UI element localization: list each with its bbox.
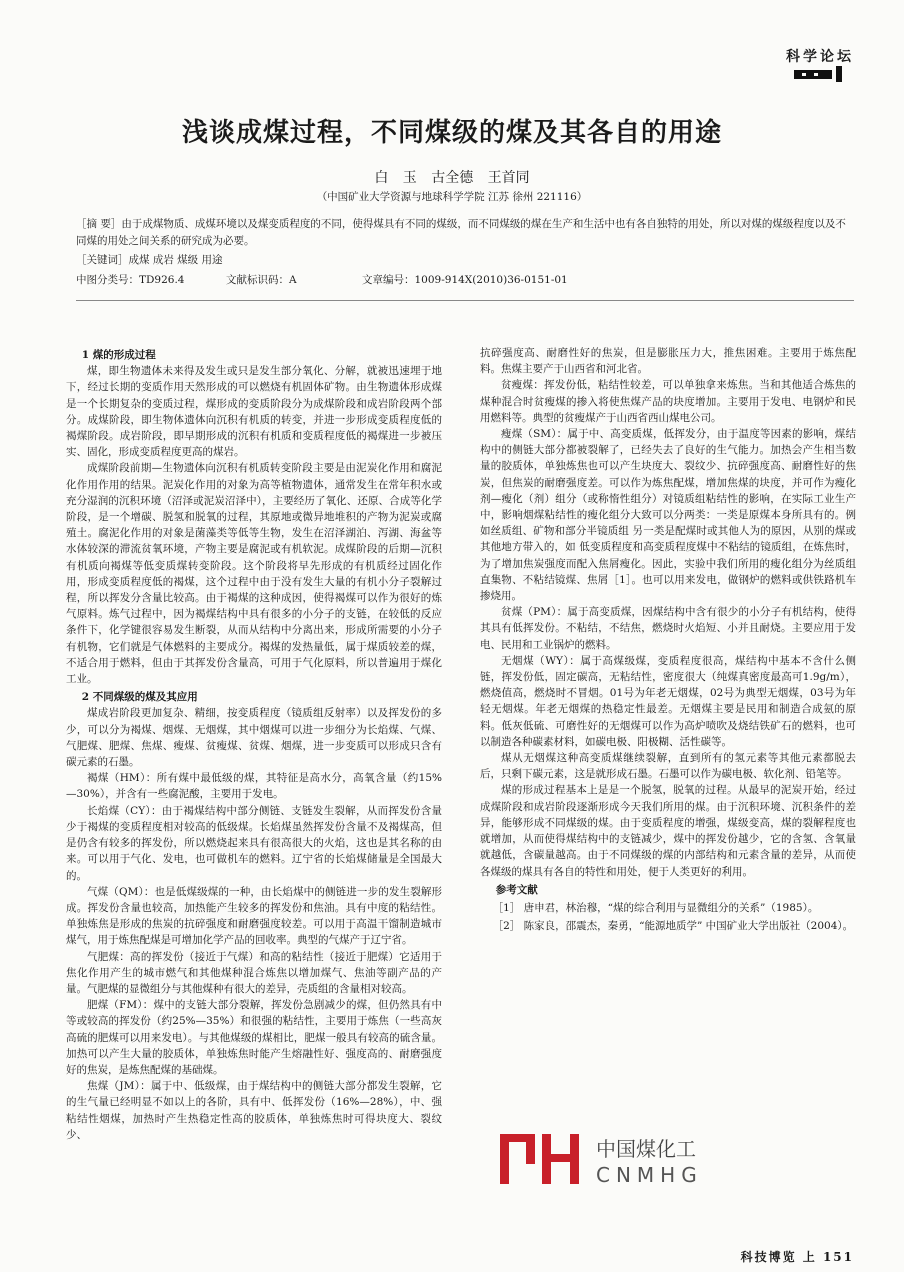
paragraph: 褐煤（HM）：所有煤中最低级的煤，其特征是高水分，高氧含量（约15% —30%），并含有一些腐泥酸，主要用于发电。 (66, 772, 442, 801)
keywords: ［关键词］成煤 成岩 煤级 用途 (76, 254, 223, 266)
paragraph: 瘦煤（SM）：属于中、高变质煤，低挥发分，由于温度等因素的影响，煤结构中的侧链大部分都被裂解了，已经失去了良好的生气能力。加热会产生相当数量的胶质体，单独炼焦也可以产生块度大、裂纹少、抗碎强度高、耐磨性好的焦炭，但焦炭的耐磨强度差。可以作为炼焦配煤，增加焦煤的块度，并可作为瘦化剂—瘦化（剂）组分（或称惰性组分）对镜质组粘结性的影响，在实际工业生产中，影响烟煤粘结性的瘦化组分大致可以分两类：一类是原煤本身所具有的。例如丝质组、矿物和部分半镜质组 另一类是配煤时或其他人为的原因，从别的煤或其他地方带入的，如 低变质程度和高变质程度煤中不粘结的镜质组，在炼焦时，为了增加焦炭强度而配入焦屑瘦化。因此，实验中我们所用的瘦化组分为丝质组直集物、不粘结镜煤、焦屑［1］。也可以用来发电，做钢炉的燃料或供铁路机车掺烧用。 (480, 428, 856, 603)
paragraph: 贫煤（PM）：属于高变质煤，因煤结构中含有很少的小分子有机结构，使得其具有低挥发份。不粘结，不结焦，燃烧时火焰短、小并且耐烧。主要应用于发电、民用和工业锅炉的燃料。 (480, 606, 856, 651)
article-title: 浅谈成煤过程，不同煤级的煤及其各自的用途 (181, 118, 722, 148)
reference-item: ［2］ 陈家良，邵震杰，秦勇，“能源地质学” 中国矿业大学出版社（2004）。 (492, 920, 854, 933)
paragraph: 煤从无烟煤这种高变质煤继续裂解，直到所有的氢元素等其他元素都脱去后，只剩下碳元素，这是就形成石墨。石墨可以作为碳电极、软化剂、铅笔等。 (480, 752, 856, 781)
cnmhg-logo (500, 1130, 730, 1190)
paragraph: 长焰煤（CY）：由于褐煤结构中部分侧链、支链发生裂解，从而挥发份含量少于褐煤的变质程度相对较高的低级煤。长焰煤虽然挥发份含量不及褐煤高，但是仍含有较多的挥发份，所以燃烧起来具有很高很大的火焰，这也是其名称的由来。可以用于气化、发电，也可做机车的燃料。辽宁省的长焰煤储量是全国最大的。 (66, 804, 442, 882)
page-footer: 科技博览 上 151 (740, 1250, 854, 1264)
divider (76, 300, 854, 301)
logo-en-text: CNMHG (596, 1163, 703, 1187)
paragraph: 煤，即生物遗体未来得及发生或只是发生部分氧化、分解，就被迅速埋于地下，经过长期的变质作用天然形成的可以燃烧有机固体矿物。由生物遗体形成煤是一个长期复杂的变质过程，煤形成的变质阶段分为成煤阶段和成岩阶段两个部分。成煤阶段，即生物体遗体向沉积有机质的转变，并进一步形成变质程度低的褐煤阶段。成岩阶段，即早期形成的沉积有机质和变质程度低的褐煤进一步被压实、固化，形成变质程度更高的煤岩。 (66, 365, 442, 459)
reference-item: ［1］ 唐申君，林治穆，“煤的综合利用与显微组分的关系”（1985）。 (492, 901, 819, 914)
section-tag: 科学论坛 (786, 49, 854, 65)
paragraph: 气煤（QM）：也是低煤级煤的一种，由长焰煤中的侧链进一步的发生裂解形成。挥发份含量也较高，加热能产生较多的挥发份和焦油。具有中度的粘结性。单独炼焦是形成的焦炭的抗碎强度和耐磨强度较差。可以用于高温干馏制造城市煤气，用于炼焦配煤是可增加化学产品的回收率。典型的气煤产于辽宁省。 (66, 885, 442, 947)
abstract: ［摘 要］由于成煤物质、成煤环境以及煤变质程度的不同，使得煤具有不同的煤级，而不同煤级的煤在生产和生活中也有各自独特的用处，所以对煤的煤级程度以及不同煤的用处之间关系的研究成为必要。 (76, 218, 846, 247)
classification-number: 中图分类号：TD926.4 (76, 274, 185, 286)
affiliation: （中国矿业大学资源与地球科学学院 江苏 徐州 221116） (316, 191, 588, 203)
paragraph: 煤成岩阶段更加复杂、精细，按变质程度（镜质组反射率）以及挥发份的多少，可以分为褐煤、烟煤、无烟煤，其中烟煤可以进一步细分为长焰煤、气煤、气肥煤、肥煤、焦煤、瘦煤、贫瘦煤、贫煤、烟煤，进一步变质可以形成只含有碳元素的石墨。 (66, 707, 442, 769)
right-column (480, 345, 856, 934)
journal-logo-icon (794, 66, 854, 82)
paragraph: 肥煤（FM）：煤中的支链大部分裂解，挥发份急剧减少的煤，但仍然具有中等或较高的挥发份（约25%—35%）和很强的粘结性，主要用于炼焦（一些高灰高硫的肥煤可以用来发电）。与其他煤级的煤相比，肥煤一般具有较高的硫含量。加热可以产生大量的胶质体，单独炼焦时能产生熔融性好、强度高的、耐磨强度好的焦炭，是炼焦配煤的基础煤。 (66, 999, 442, 1076)
paragraph: 成煤阶段前期—生物遗体向沉积有机质转变阶段主要是由泥炭化作用和腐泥化作用作用的结果。泥炭化作用的对象为高等植物遗体，通常发生在常年积水或充分湿润的沉积环境（沼泽或泥炭沼泽中），主要经历了氧化、还原、合成等化学阶段，是一个增碳、脱氢和脱氧的过程，其原地或微异地堆积的产物为泥炭或腐殖土。腐泥化作用的对象是菌藻类等低等生物，发生在沼泽湖泊、泻湖、海盆等水体较深的滞流贫氧环境，产物主要是腐泥或有机软泥。成煤阶段的后期—沉积有机质向褐煤等低变质煤转变阶段。这个阶段将早先形成的有机质经过固化作用，形成变质程度低的褐煤，这个过程中由于没有发生大量的有机小分子裂解过程，所以挥发分含量比较高。由于褐煤的这种成因，使得褐煤可以作为很好的炼气原料。炼气过程中，因为褐煤结构中具有很多的小分子的支链，在较低的反应条件下，化学键很容易发生断裂，从而从结构中分离出来，形成所需要的小分子有机物，它们就是气体燃料的主要成分。褐煤的发热量低，属于煤质较差的煤，不适合用于燃料，但由于其挥发份含量高，可用于气化原料，所以普遍用于煤化工业。 (66, 462, 442, 686)
section-heading: 参考文献 (495, 883, 538, 896)
left-column (66, 345, 442, 1143)
paragraph: 气肥煤：高的挥发份（接近于气煤）和高的粘结性（接近于肥煤）它适用于焦化作用产生的城市燃气和其他煤种混合炼焦以增加煤气、焦油等副产品的产量。气肥煤的显微组分与其他煤种有很大的差异，壳质组的含量相对较高。 (66, 950, 442, 995)
document-code: 文献标识码：A (226, 274, 297, 286)
section-heading: 2 不同煤级的煤及其应用 (81, 691, 198, 704)
paragraph: 贫瘦煤：挥发份低，粘结性较差，可以单独拿来炼焦。当和其他适合炼焦的煤种混合时贫瘦煤的掺入将使焦煤产品的块度增加。主要用于发电、电钢炉和民用燃料等。典型的贫瘦煤产于山西省西山煤电公司。 (480, 379, 856, 424)
paragraph: 煤的形成过程基本上是是一个脱氢，脱氧的过程。从最早的泥炭开始，经过成煤阶段和成岩阶段逐渐形成今天我们所用的煤。由于沉积环境、沉积条件的差异，能够形成不同煤级的煤。由于变质程度的增强，煤级变高，煤的裂解程度也就增加，从而使得煤结构中的支链减少，煤中的挥发份越少，它的含氢、含氧量就越低，含碳量越高。由于不同煤级的煤的内部结构和元素含量的差异，从而使各煤级的煤具有各自的特性和用处，便于人类更好的利用。 (480, 784, 856, 878)
paragraph: 焦煤（JM）：属于中、低级煤，由于煤结构中的侧链大部分都发生裂解，它的生气量已经明显不如以上的各阶，具有中、低挥发份（16%—28%），中、强粘结性烟煤，加热时产生热稳定性高的胶质体，单独炼焦时可得块度大、裂纹少、 (66, 1080, 442, 1141)
logo-cn-text: 中国煤化工 (596, 1137, 696, 1161)
section-heading: 1 煤的形成过程 (81, 349, 156, 361)
article-number: 文章编号：1009-914X(2010)36-0151-01 (362, 274, 568, 286)
paragraph: 无烟煤（WY）：属于高煤级煤，变质程度很高，煤结构中基本不含什么侧链，挥发份低，固定碳高，无粘结性，密度很大（纯煤真密度最高可1.9g/m），燃烧值高，燃烧时不冒烟。01号为年老无烟煤，02号为典型无烟煤，03号为年轻无烟煤。年老无烟煤的热稳定性最差。无烟煤主要是民用和制造合成氨的原料。低灰低硫、可磨性好的无烟煤可以作为高炉喷吹及烧结铁矿石的燃料，也可以制造各种碳素材料，如碳电极、阳极糊、活性碳等。 (480, 654, 856, 748)
paragraph: 抗碎强度高、耐磨性好的焦炭，但是膨胀压力大，推焦困难。主要用于炼焦配料。焦煤主要产于山西省和河北省。 (480, 347, 856, 376)
authors: 白 玉 古全德 王首同 (374, 170, 530, 186)
